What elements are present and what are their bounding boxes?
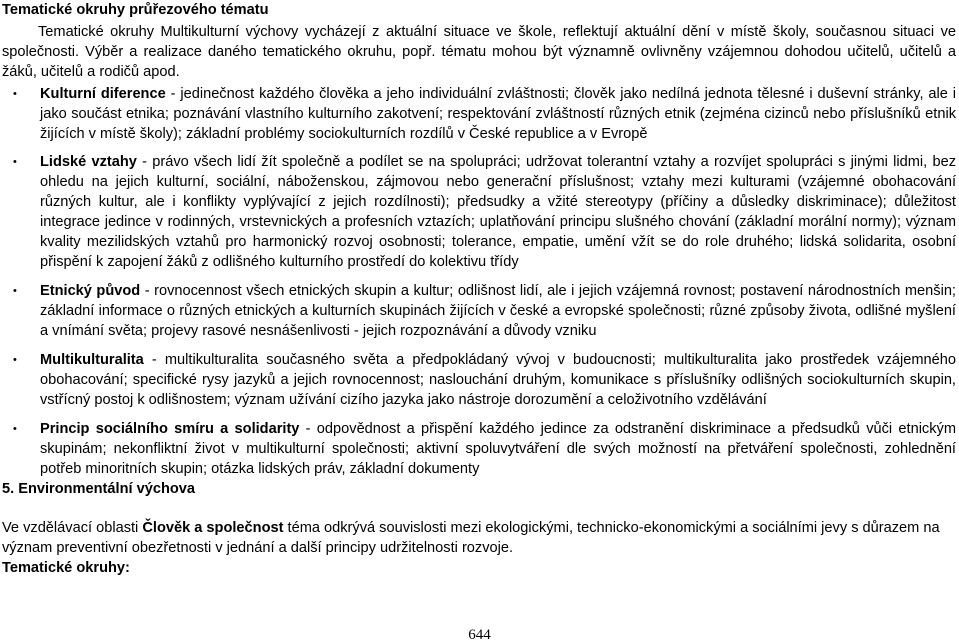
topic-term: Kulturní diference [40, 86, 166, 102]
topic-text: - odpovědnost a přispění každého jedince za odstranění diskriminace a předsudků vůči etnickým skupinám; nekonfliktní život v multikulturní společnosti; aktivní spoluvytváření dle svých možností na přetváření společnosti, zohlednění potřeb minoritních skupin; otázka lidských práv, základní dokumenty [40, 421, 956, 477]
section-heading: Tematické okruhy průřezového tématu [2, 2, 269, 18]
topic-text: - rovnocennost všech etnických skupin a kultur; odlišnost lidí, ale i jejich vzájemná rovnost; postavení národnostních menšin; základní informace o různých etnických a kulturních skupinách žijících v české a evropské společnosti; různé způsoby života, odlišné myšlení a vnímání světa; projevy rasové nesnášenlivosti - jejich rozpoznávání a důvody vzniku [40, 283, 956, 339]
topic-list [2, 84, 956, 479]
list-item [2, 419, 956, 479]
list-item [2, 152, 956, 272]
topic-text: - právo všech lidí žít společně a podílet se na spolupráci; udržovat tolerantní vztahy a rozvíjet spolupráci s jinými lidmi, bez ohledu na jejich kulturní, sociální, náboženskou, zájmovou nebo generační příslušnost; vztahy mezi kulturami (vzájemné obohacování různých kultur, ale i konflikty vyplývající z jejich rozdílnosti); předsudky a vžité stereotypy (příčiny a důsledky diskriminace); důležitost integrace jedince v rodinných, vrstevnických a profesních vztazích; uplatňování principu slušného chování (základní morální normy); význam kvality mezilidských vztahů pro harmonický rozvoj osobnosti; tolerance, empatie, umění vžít se do role druhého; lidská solidarita, osobní přispění k zapojení žáků z odlišného kulturního prostředí do kolektivu třídy [40, 154, 956, 270]
bullet-icon: • [13, 88, 17, 100]
topic-term: Etnický původ [40, 283, 141, 299]
okruhy-label: Tematické okruhy: [2, 560, 130, 576]
list-item [2, 84, 956, 144]
para-text-after: téma odkrývá souvislosti mezi ekologickými, technicko-ekonomickými a sociálními jevy s důrazem na význam preventivní obezřetnosti v jednání a další principy udržitelnosti rozvoje. [2, 520, 940, 556]
topic-term: Multikulturalita [40, 352, 144, 368]
list-item [2, 350, 956, 410]
page-number: 644 [468, 627, 491, 643]
bullet-icon: • [13, 354, 17, 366]
para-text-before: Ve vzdělávací oblasti [2, 520, 143, 536]
environment-paragraph [2, 518, 956, 558]
topic-text: - jedinečnost každého člověka a jeho individuální zvláštnosti; člověk jako nedílná jednota tělesné i duševní stránky, ale i jako součást etnika; poznávání vlastního kulturního zakotvení; respektování zvláštností různých etnik (zejména cizinců nebo příslušníků etnik žijících v místě školy); základní problémy sociokulturních rozdílů v České republice a v Evropě [40, 86, 957, 142]
bullet-icon: • [13, 156, 17, 168]
topic-text: - multikulturalita současného světa a předpokládaný vývoj v budoucnosti; multikulturalita jako prostředek vzájemného obohacování; specifické rysy jazyků a jejich rovnocennost; naslouchání druhým, komunikace s příslušníky odlišných sociokulturních skupin, vstřícný postoj k odlišnostem; význam užívání cizího jazyka jako nástroje dorozumění a celoživotního vzdělávání [40, 352, 956, 408]
para-bold-term: Člověk a společnost [142, 520, 284, 536]
intro-paragraph: Tematické okruhy Multikulturní výchovy vycházejí z aktuální situace ve škole, reflektují aktuální dění v místě školy, současnou situaci ve společnosti. Výběr a realizace daného tematického okruhu, popř. tématu mohou být významně ovlivněny vzájemnou dohodou učitelů, učitelů a žáků, učitelů a rodičů apod. [2, 24, 956, 80]
topic-term: Princip sociálního smíru a solidarity [40, 421, 300, 437]
bullet-icon: • [13, 285, 17, 297]
section5-heading: 5. Environmentální výchova [2, 481, 196, 497]
topic-term: Lidské vztahy [40, 154, 137, 170]
bullet-icon: • [13, 423, 17, 435]
list-item [2, 281, 956, 341]
